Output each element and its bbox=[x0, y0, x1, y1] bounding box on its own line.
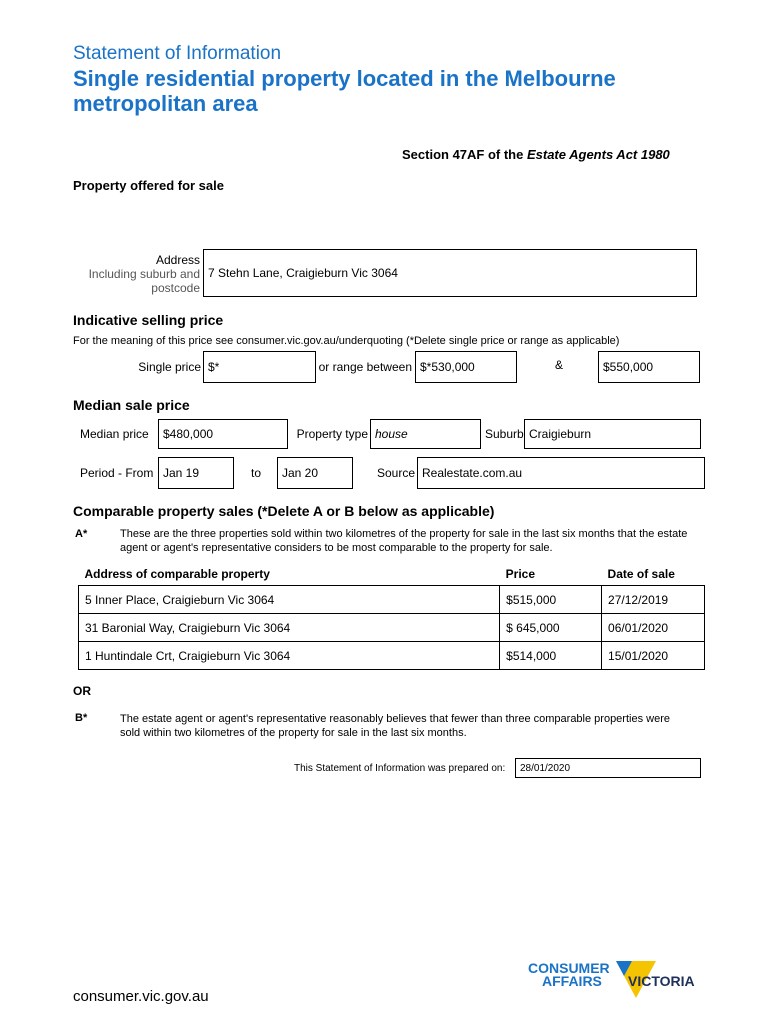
period-to-field[interactable]: Jan 20 bbox=[277, 457, 353, 489]
source-label: Source bbox=[376, 466, 415, 480]
comparable-address-cell[interactable]: 31 Baronial Way, Craigieburn Vic 3064 bbox=[79, 614, 500, 642]
median-price-label: Median price bbox=[80, 427, 149, 441]
address-label-line-2: Including suburb and bbox=[88, 267, 200, 281]
document-kicker: Statement of Information bbox=[73, 43, 282, 64]
column-header-address: Address of comparable property bbox=[84, 567, 270, 581]
indicative-note: For the meaning of this price see consumer.vic.gov.au/underquoting (*Delete single price or range as applicable) bbox=[73, 335, 620, 347]
or-separator: OR bbox=[73, 684, 91, 698]
footer-url[interactable]: consumer.vic.gov.au bbox=[73, 988, 209, 1005]
range-high-field[interactable]: $550,000 bbox=[598, 351, 700, 383]
range-ampersand: & bbox=[555, 358, 564, 372]
comparable-address-cell[interactable]: 1 Huntindale Crt, Craigieburn Vic 3064 bbox=[79, 642, 500, 670]
option-a-text: These are the three properties sold within two kilometres of the property for sale in the last six months that the estate agent or agent's representative considers to be most comparable to the property for sale. bbox=[120, 528, 688, 554]
range-label: or range between bbox=[318, 360, 412, 374]
suburb-field[interactable]: Craigieburn bbox=[524, 419, 701, 449]
table-row bbox=[79, 642, 705, 670]
column-header-date: Date of sale bbox=[607, 567, 675, 581]
period-to-label: to bbox=[251, 466, 262, 480]
prepared-date-field[interactable]: 28/01/2020 bbox=[515, 758, 701, 778]
section-reference bbox=[402, 147, 670, 162]
property-heading: Property offered for sale bbox=[73, 178, 224, 193]
section-prefix: Section 47AF of the bbox=[402, 147, 527, 162]
document-title: Single residential property located in the Melbourne metropolitan area bbox=[73, 66, 616, 116]
property-type-field[interactable]: house bbox=[370, 419, 481, 449]
indicative-heading: Indicative selling price bbox=[73, 312, 224, 328]
comparable-heading: Comparable property sales (*Delete A or B below as applicable) bbox=[73, 503, 495, 519]
logo-line-3: VICTORIA bbox=[628, 973, 695, 989]
logo-line-1: CONSUMER bbox=[528, 960, 610, 976]
option-b-text: The estate agent or agent's representative reasonably believes that fewer than three comparable properties were sold within two kilometres of the property for sale in the last six months. bbox=[120, 713, 670, 739]
table-row bbox=[79, 586, 705, 614]
option-b-marker: B* bbox=[75, 712, 88, 724]
comparable-price-cell[interactable]: $ 645,000 bbox=[500, 614, 602, 642]
median-heading: Median sale price bbox=[73, 397, 190, 413]
comparable-date-cell[interactable]: 06/01/2020 bbox=[602, 614, 705, 642]
comparable-date-cell[interactable]: 27/12/2019 bbox=[602, 586, 705, 614]
comparable-price-cell[interactable]: $514,000 bbox=[500, 642, 602, 670]
address-field[interactable]: 7 Stehn Lane, Craigieburn Vic 3064 bbox=[203, 249, 697, 297]
comparable-price-cell[interactable]: $515,000 bbox=[500, 586, 602, 614]
property-type-label: Property type bbox=[296, 427, 368, 441]
address-label-line-3: postcode bbox=[151, 281, 200, 295]
period-from-field[interactable]: Jan 19 bbox=[158, 457, 234, 489]
comparable-table bbox=[78, 563, 705, 670]
single-price-field[interactable]: $* bbox=[203, 351, 316, 383]
comparable-address-cell[interactable]: 5 Inner Place, Craigieburn Vic 3064 bbox=[79, 586, 500, 614]
table-row bbox=[79, 614, 705, 642]
source-field[interactable]: Realestate.com.au bbox=[417, 457, 705, 489]
consumer-affairs-victoria-logo bbox=[528, 958, 708, 1008]
logo-line-2: AFFAIRS bbox=[542, 973, 602, 989]
address-label-line-1: Address bbox=[155, 253, 200, 267]
act-name: Estate Agents Act 1980 bbox=[526, 147, 670, 162]
range-low-field[interactable]: $*530,000 bbox=[415, 351, 517, 383]
period-label: Period - From bbox=[80, 466, 154, 480]
column-header-price: Price bbox=[505, 567, 536, 581]
option-a-marker: A* bbox=[75, 528, 88, 540]
prepared-label: This Statement of Information was prepared on: bbox=[294, 763, 506, 774]
comparable-date-cell[interactable]: 15/01/2020 bbox=[602, 642, 705, 670]
address-label bbox=[70, 253, 200, 295]
median-price-field[interactable]: $480,000 bbox=[158, 419, 288, 449]
single-price-label: Single price bbox=[138, 360, 201, 374]
suburb-label: Suburb bbox=[485, 427, 524, 441]
